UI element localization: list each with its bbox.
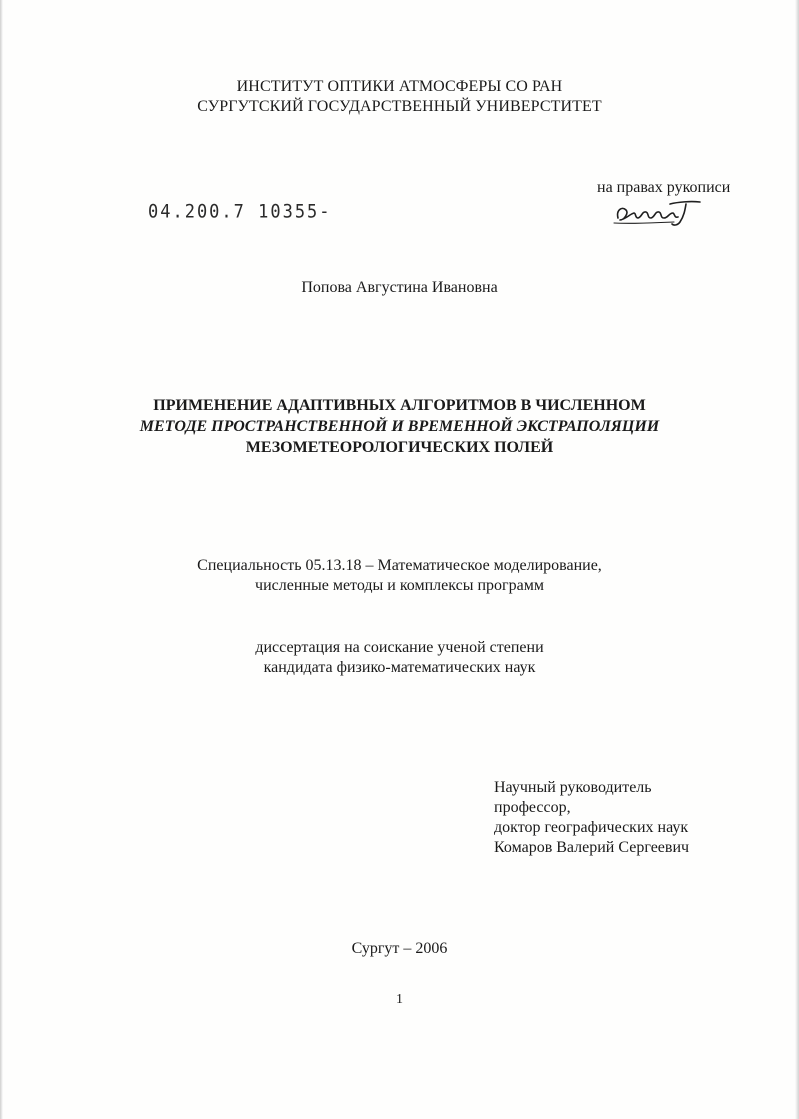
- institute-line-2: СУРГУТСКИЙ ГОСУДАРСТВЕННЫЙ УНИВЕРСТИТЕТ: [197, 98, 602, 115]
- title-line-1: ПРИМЕНЕНИЕ АДАПТИВНЫХ АЛГОРИТМОВ В ЧИСЛЕННОМ: [153, 397, 646, 414]
- title-line-3: МЕЗОМЕТЕОРОЛОГИЧЕСКИХ ПОЛЕЙ: [245, 439, 554, 456]
- institute-line-1: ИНСТИТУТ ОПТИКИ АТМОСФЕРЫ СО РАН: [236, 78, 563, 95]
- advisor-block: [494, 778, 689, 858]
- institution-header: [0, 77, 799, 117]
- author-name: Попова Августина Ивановна: [301, 279, 498, 296]
- degree-line-2: кандидата физико-математических наук: [263, 659, 536, 676]
- handwritten-signature: [612, 196, 712, 228]
- rights-label: на правах рукописи: [597, 179, 731, 196]
- advisor-role: Научный руководитель: [494, 779, 652, 796]
- archive-stamp-number: 04.200.7 10355-: [148, 201, 332, 223]
- advisor-position: профессор,: [494, 799, 571, 816]
- page-number: 1: [396, 992, 403, 1007]
- advisor-degree: доктор географических наук: [494, 819, 689, 836]
- dissertation-title: [0, 395, 799, 458]
- title-line-2: МЕТОДЕ ПРОСТРАНСТВЕННОЙ И ВРЕМЕННОЙ ЭКСТРАПОЛЯЦИИ: [139, 418, 660, 435]
- advisor-name: Комаров Валерий Сергеевич: [494, 839, 690, 856]
- city-year: Сургут – 2006: [351, 940, 448, 957]
- specialty-line-2: численные методы и комплексы программ: [255, 577, 544, 594]
- degree-line-1: диссертация на соискание ученой степени: [255, 639, 544, 656]
- specialty-block: [0, 556, 799, 596]
- degree-block: [0, 638, 799, 678]
- specialty-line-1: Специальность 05.13.18 – Математическое моделирование,: [197, 557, 602, 574]
